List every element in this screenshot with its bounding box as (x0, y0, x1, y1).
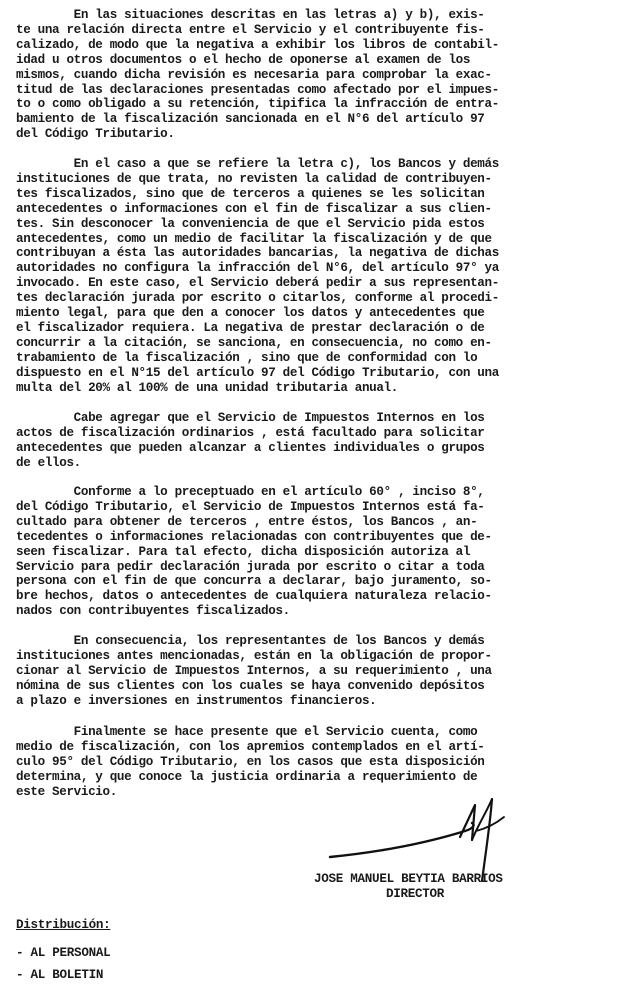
distribution-heading: Distribución: (16, 918, 111, 932)
signature-block (300, 795, 620, 910)
paragraph-bancos: En el caso a que se refiere la letra c), los Bancos y demás instituciones de que trata, no revisten la calidad de contribuyen- tes fiscalizados, sino que de terceros a quienes se les solicitan antecedentes o informaciones con el fin de fiscalizar a sus clien- tes. Sin desconocer la conveniencia de que el Servicio pida estos antecedentes, como un medio de facilitar la fiscalización y de que contribuyan a ésta las autoridades bancarias, la negativa de dichas autoridades no configura la infracción del N°6, del artículo 97° ya invocado. En este caso, el Servicio deberá pedir a sus representan- tes declaración jurada por escrito o citarlos, conforme al procedi- miento legal, para que den a conocer los datos y antecedentes que el fiscalizador requiera. La negativa de prestar declaración o de concurrir a la citación, se sanciona, en consecuencia, no como en- trabamiento de la fiscalización , sino que de conformidad con lo dispuesto en el N°15 del artículo 97 del Código Tributario, con una multa del 20% al 100% de una unidad tributaria anual. (16, 157, 499, 395)
paragraph-finalmente: Finalmente se hace presente que el Servicio cuenta, como medio de fiscalización, con los apremios contemplados en el artí- culo 95° del Código Tributario, en los casos que esta disposición determina, y que conoce la justicia ordinaria a requerimiento de este Servicio. (16, 725, 485, 799)
signer-title: DIRECTOR (386, 887, 445, 901)
distribution-list (16, 942, 316, 986)
paragraph-articulo-60: Conforme a lo preceptuado en el artículo 60° , inciso 8°, del Código Tributario, el Servicio de Impuestos Internos está fa- cultado para obtener de terceros , entre éstos, los Bancos , an- tecedentes o informaciones relacionadas con contribuyentes que de- seen fiscalizar. Para tal efecto, dicha disposición autoriza al Servicio para pedir declaración jurada por escrito o citar a toda persona con el fin de que concurra a declarar, bajo juramento, so- bre hechos, datos o antecedentes de cualquiera naturaleza relacio- nados con contribuyentes fiscalizados. (16, 485, 492, 619)
paragraph-entrabamiento: En las situaciones descritas en las letras a) y b), exis- te una relación directa entre el Servicio y el contribuyente fis- calizado, de modo que la negativa a exhibir los libros de contabil- idad u otros documentos o el hecho de oponerse al examen de los mismos, cuando dicha revisión es necesaria para comprobar la exac- titud de las declaraciones presentadas como afectado por el impues- to o como obligado a su retención, tipifica la infracción de entra- bamiento de la fiscalización sancionada en el N°6 del artículo 97 del Código Tributario. (16, 8, 499, 142)
distribution-item-boletin: - AL BOLETIN (16, 968, 104, 982)
distribution-section (16, 918, 316, 986)
distribution-item-personal: - AL PERSONAL (16, 946, 111, 960)
paragraph-consecuencia: En consecuencia, los representantes de los Bancos y demás instituciones antes mencionadas, están en la obligación de propor- cionar al Servicio de Impuestos Internos, a su requerimiento , una nómina de sus clientes con los cuales se haya convenido depósitos a plazo e inversiones en instrumentos financieros. (16, 634, 492, 708)
paragraph-actos-fiscalizacion: Cabe agregar que el Servicio de Impuestos Internos en los actos de fiscalización ordinarios , está facultado para solicitar antecedentes que pueden alcanzar a clientes individuales o grupos de ellos. (16, 411, 485, 470)
signer-name: JOSE MANUEL BEYTIA BARRIOS (314, 872, 503, 886)
